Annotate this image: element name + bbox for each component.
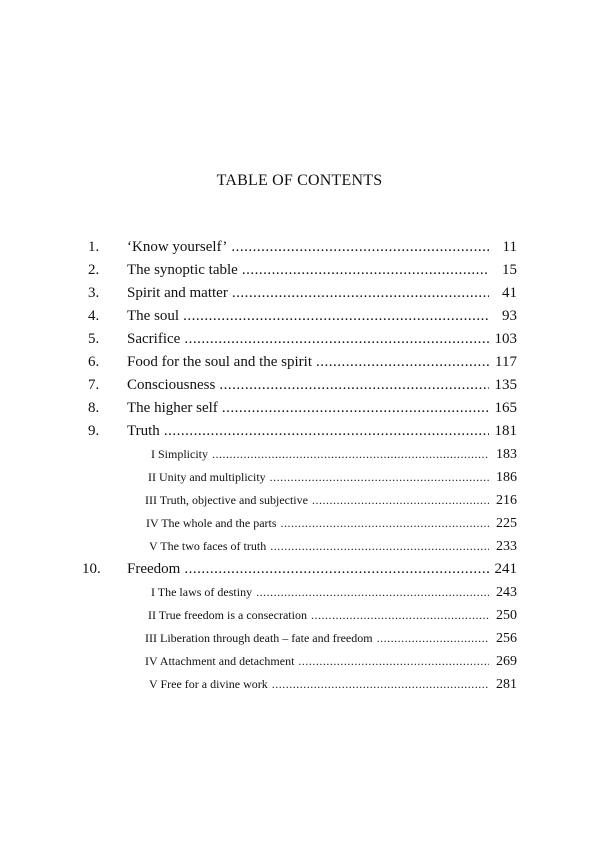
toc-entry-page: 135 bbox=[494, 377, 517, 393]
dot-leader bbox=[184, 328, 489, 351]
dot-leader bbox=[256, 581, 489, 604]
toc-entry-number: 10. bbox=[82, 561, 101, 577]
toc-entry-page: 165 bbox=[494, 400, 517, 416]
dot-leader bbox=[270, 466, 489, 489]
toc-subentry-title: I The laws of destiny bbox=[151, 585, 253, 599]
toc-subentry-title: V The two faces of truth bbox=[149, 539, 267, 553]
toc-subentry[interactable] bbox=[0, 443, 599, 466]
toc-subentry[interactable] bbox=[0, 489, 599, 512]
dot-leader bbox=[281, 512, 489, 535]
toc-entry-title: ‘Know yourself’ bbox=[127, 239, 228, 255]
toc-entry-number: 1. bbox=[88, 239, 100, 255]
toc-entry[interactable] bbox=[0, 328, 599, 351]
toc-entry[interactable] bbox=[0, 420, 599, 443]
toc-subentry-title: II True freedom is a consecration bbox=[148, 608, 307, 622]
dot-leader bbox=[242, 259, 489, 282]
toc-subentry[interactable] bbox=[0, 512, 599, 535]
toc-entry-page: 93 bbox=[502, 308, 517, 324]
toc-entry-number: 3. bbox=[88, 285, 100, 301]
dot-leader bbox=[232, 282, 489, 305]
toc-entry[interactable] bbox=[0, 236, 599, 259]
toc-subentry-title: V Free for a divine work bbox=[149, 677, 268, 691]
toc-subentry[interactable] bbox=[0, 604, 599, 627]
toc-subentry-page: 216 bbox=[496, 493, 517, 508]
toc-subentry-page: 250 bbox=[496, 608, 517, 623]
toc-entry[interactable] bbox=[0, 282, 599, 305]
dot-leader bbox=[270, 535, 489, 558]
toc-subentry-title: IV Attachment and detachment bbox=[145, 654, 295, 668]
toc-subentry-page: 225 bbox=[496, 516, 517, 531]
toc-entry-title: The soul bbox=[127, 308, 180, 324]
toc-subentry[interactable] bbox=[0, 627, 599, 650]
toc-entry[interactable] bbox=[0, 351, 599, 374]
toc-entry-number: 7. bbox=[88, 377, 100, 393]
toc-entry-title: Food for the soul and the spirit bbox=[127, 354, 312, 370]
toc-subentry[interactable] bbox=[0, 535, 599, 558]
toc-subentry-page: 269 bbox=[496, 654, 517, 669]
dot-leader bbox=[312, 489, 489, 512]
dot-leader bbox=[272, 673, 489, 696]
dot-leader bbox=[231, 236, 489, 259]
toc-entry-page: 117 bbox=[495, 354, 517, 370]
toc-entry-number: 8. bbox=[88, 400, 100, 416]
toc-entry[interactable] bbox=[0, 558, 599, 581]
dot-leader bbox=[212, 443, 489, 466]
toc-entry-title: Spirit and matter bbox=[127, 285, 228, 301]
dot-leader bbox=[311, 604, 489, 627]
dot-leader bbox=[298, 650, 489, 673]
toc-entry-title: Truth bbox=[127, 423, 160, 439]
toc-subentry-title: II Unity and multiplicity bbox=[148, 470, 266, 484]
toc-subentry-title: III Liberation through death – fate and freedom bbox=[145, 631, 373, 645]
toc-subentry-page: 243 bbox=[496, 585, 517, 600]
toc-subentry[interactable] bbox=[0, 673, 599, 696]
toc-entry-number: 4. bbox=[88, 308, 100, 324]
toc-subentry-title: III Truth, objective and subjective bbox=[145, 493, 308, 507]
toc-subentry-page: 233 bbox=[496, 539, 517, 554]
toc-entry-title: Sacrifice bbox=[127, 331, 181, 347]
toc-entry-number: 9. bbox=[88, 423, 100, 439]
toc-entry[interactable] bbox=[0, 374, 599, 397]
toc-entry-number: 6. bbox=[88, 354, 100, 370]
toc-subentry[interactable] bbox=[0, 466, 599, 489]
dot-leader bbox=[377, 627, 489, 650]
toc-entry-page: 11 bbox=[502, 239, 517, 255]
toc-subentry-title: IV The whole and the parts bbox=[146, 516, 277, 530]
dot-leader bbox=[183, 305, 489, 328]
toc-subentry-title: I Simplicity bbox=[151, 447, 208, 461]
dot-leader bbox=[316, 351, 489, 374]
toc-entry-title: The synoptic table bbox=[127, 262, 238, 278]
toc-subentry-page: 281 bbox=[496, 677, 517, 692]
dot-leader bbox=[184, 558, 489, 581]
toc-title: TABLE OF CONTENTS bbox=[216, 172, 383, 189]
toc-subentry-page: 186 bbox=[496, 470, 517, 485]
toc-entry-page: 241 bbox=[494, 561, 517, 577]
toc-entry-title: Freedom bbox=[127, 561, 181, 577]
toc-entry[interactable] bbox=[0, 259, 599, 282]
toc-subentry[interactable] bbox=[0, 581, 599, 604]
toc-entry-page: 181 bbox=[494, 423, 517, 439]
dot-leader bbox=[219, 374, 489, 397]
toc-subentry-page: 256 bbox=[496, 631, 517, 646]
toc-subentry[interactable] bbox=[0, 650, 599, 673]
toc-entry-number: 2. bbox=[88, 262, 100, 278]
toc-subentry-page: 183 bbox=[496, 447, 517, 462]
dot-leader bbox=[222, 397, 489, 420]
toc-entry[interactable] bbox=[0, 305, 599, 328]
toc-entry-page: 15 bbox=[502, 262, 517, 278]
toc-entry-title: Consciousness bbox=[127, 377, 216, 393]
toc-entry-page: 41 bbox=[502, 285, 517, 301]
dot-leader bbox=[164, 420, 489, 443]
toc-entry-title: The higher self bbox=[127, 400, 218, 416]
toc-entry[interactable] bbox=[0, 397, 599, 420]
toc-entry-number: 5. bbox=[88, 331, 100, 347]
toc-entry-page: 103 bbox=[494, 331, 517, 347]
